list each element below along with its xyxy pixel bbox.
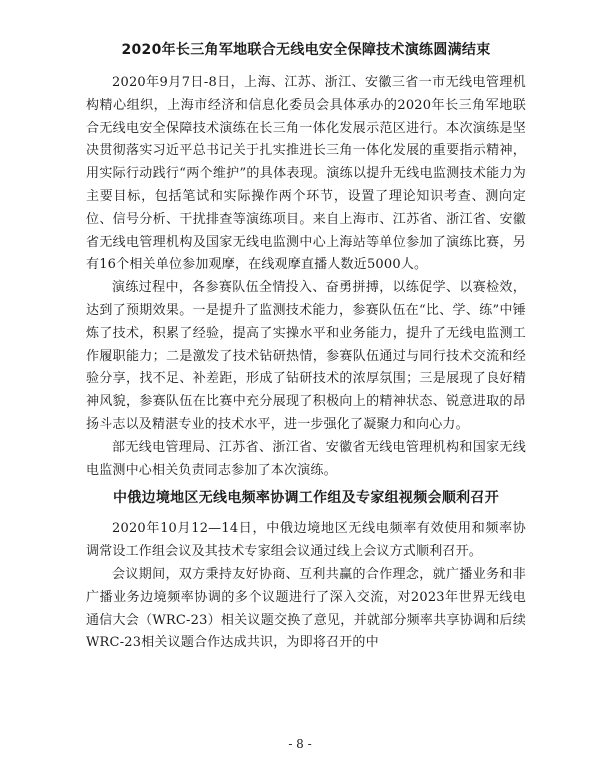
article-2-paragraph-1: 2020年10月12—14日，中俄边境地区无线电频率有效使用和频率协调常设工作组会议及其技术专家组会议通过线上会议方式顺利召开。 [86, 521, 526, 560]
article-1-paragraph-3: 部无线电管理局、江苏省、浙江省、安徽省无线电管理机构和国家无线电监测中心相关负责同志参加了本次演练。 [86, 439, 526, 478]
article-1-paragraph-1: 2020年9月7日-8日，上海、江苏、浙江、安徽三省一市无线电管理机构精心组织，上海市经济和信息化委员会具体承办的2020年长三角军地联合无线电安全保障技术演练在长三角一体化发展示范区进行。本次演练是坚决贯彻落实习近平总书记关于扎实推进长三角一体化发展的重要指示精神，用实际行动践行“两个维护”的具体表现。演练以提升无线电监测技术能力为主要目标，包括笔试和实际操作两个环节，设置了理论知识考查、测向定位、信号分析、干扰排查等演练项目。来自上海市、江苏省、浙江省、安徽省无线电管理机构及国家无线电监测中心上海站等单位参加了演练比赛，另有16个相关单位参加观摩，在线观摩直播人数近5000人。 [86, 75, 526, 273]
article-title-yangtze-drill: 2020年长三角军地联合无线电安全保障技术演练圆满结束 [121, 42, 491, 58]
page-content [86, 40, 526, 655]
article-1-paragraph-2: 演练过程中，各参赛队伍全情投入、奋勇拼搏，以练促学、以赛检效，达到了预期效果。一是提升了监测技术能力，参赛队伍在“比、学、练”中锤炼了技术，积累了经验，提高了实操水平和业务能力，提升了无线电监测工作履职能力；二是激发了技术钻研热情，参赛队伍通过与同行技术交流和经验分享，找不足、补差距，形成了钻研技术的浓厚氛围；三是展现了良好精神风貌，参赛队伍在比赛中充分展现了积极向上的精神状态、锐意进取的昂扬斗志以及精湛专业的技术水平，进一步强化了凝聚力和向心力。 [86, 280, 526, 432]
page-number: - 8 - [288, 737, 312, 751]
article-2-paragraph-2: 会议期间，双方秉持友好协商、互利共赢的合作理念，就广播业务和非广播业务边境频率协调的多个议题进行了深入交流，对2023年世界无线电通信大会（WRC-23）相关议题交换了意见，并就部分频率共享协调和后续WRC-23相关议题合作达成共识，为即将召开的中 [86, 566, 526, 651]
article-title-sino-russian-meeting: 中俄边境地区无线电频率协调工作组及专家组视频会顺利召开 [112, 490, 500, 507]
